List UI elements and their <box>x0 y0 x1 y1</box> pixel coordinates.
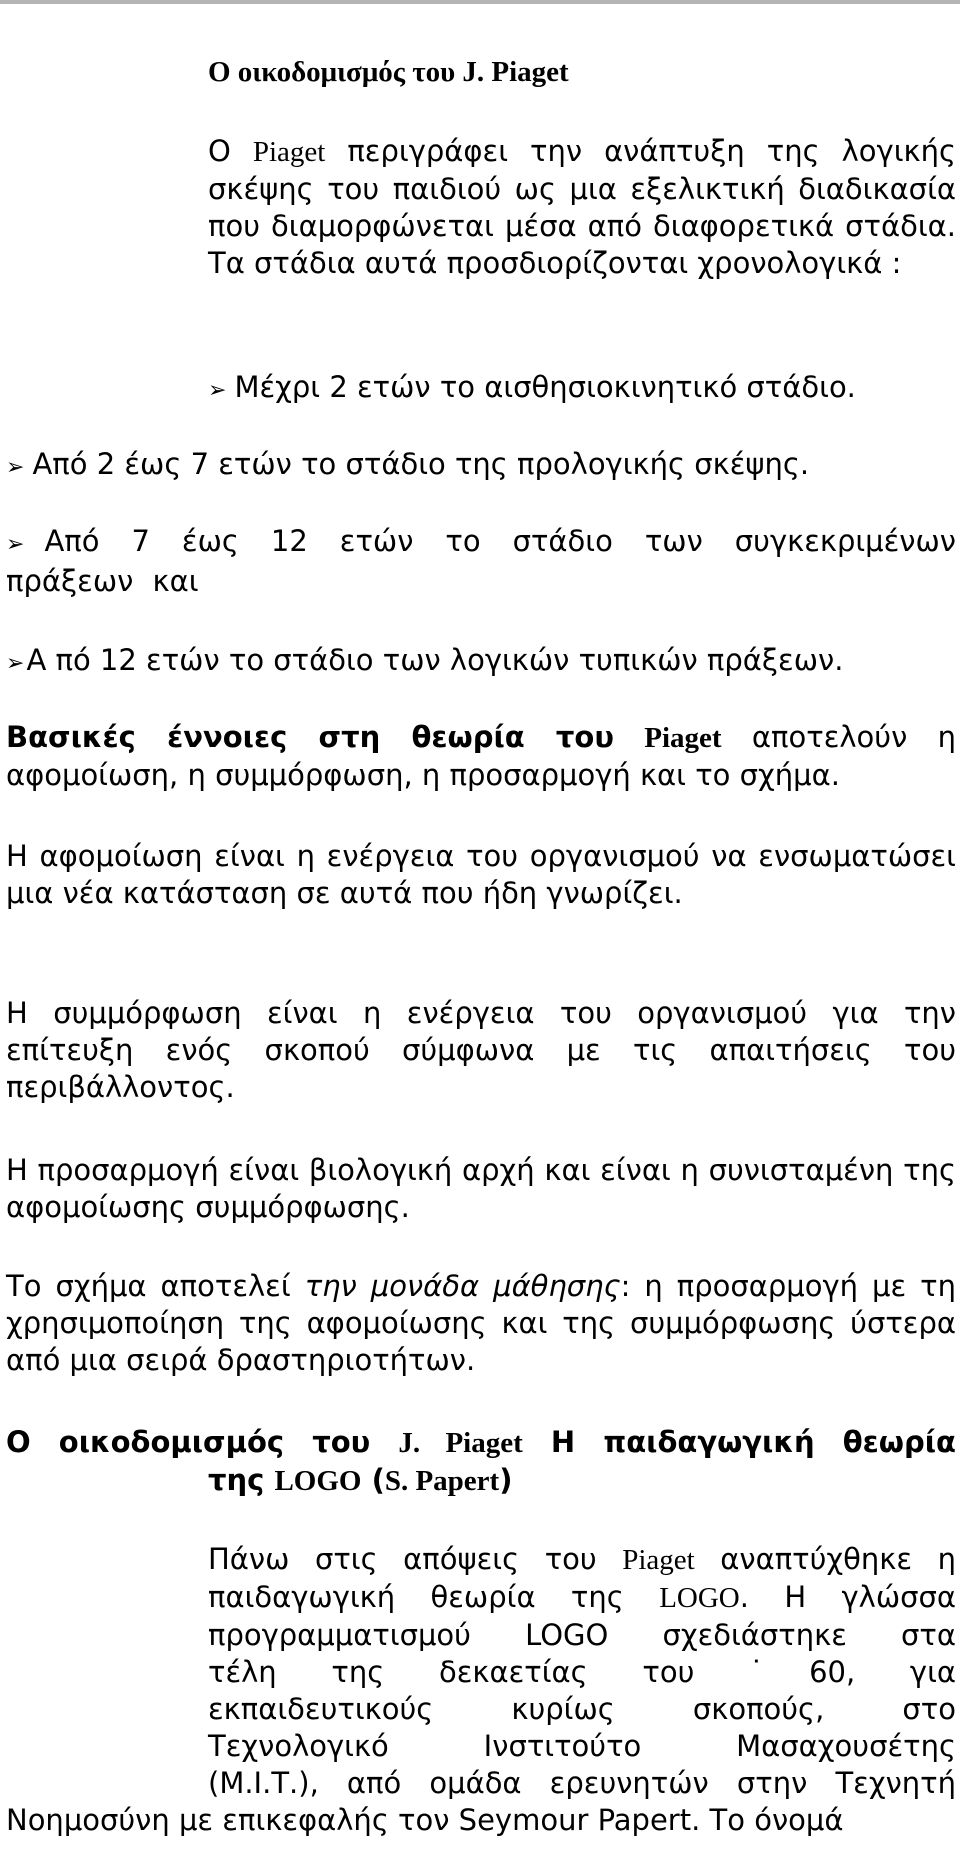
list-item: ➢ Μέχρι 2 ετών το αισθησιοκινητικό στάδιο. <box>208 370 856 404</box>
list-item: ➢ Από 2 έως 7 ετών το στάδιο της προλογικής σκέψης. <box>6 447 810 481</box>
intro-paragraph: Ο Piaget περιγράφει την ανάπτυξη της λογικής σκέψης του παιδιού ως μια εξελικτική διαδικασία που διαμορφώνεται μέσα από διαφορετικά στάδια. Τα στάδια αυτά προσδιορίζονται χρονολογικά : <box>208 134 956 280</box>
logo-section-heading: Ο οικοδομισμός του J. Piaget Η παιδαγωγική θεωρία της LOGO (S. Papert) <box>6 1425 956 1497</box>
schema-paragraph: Το σχήμα αποτελεί την μονάδα μάθησης: η προσαρμογή με τη χρησιμοποίηση της αφομοίωσης και της συμμόρφωσης ύστερα από μια σειρά δραστηριοτήτων. <box>6 1269 957 1377</box>
accommodation-paragraph: Η συμμόρφωση είναι η ενέργεια του οργανισμού για την επίτευξη ενός σκοπού σύμφωνα με τις απαιτήσεις του περιβάλλοντος. <box>6 996 956 1104</box>
arrow-bullet-icon: ➢ <box>6 651 25 676</box>
list-item: ➢ Από 7 έως 12 ετών το στάδιο των συγκεκριμένων πράξεων και <box>6 524 956 598</box>
section-heading: Ο οικοδομισμός του J. Piaget <box>208 56 569 88</box>
arrow-bullet-icon: ➢ <box>6 532 25 557</box>
top-rule <box>0 0 960 4</box>
adaptation-paragraph: Η προσαρμογή είναι βιολογική αρχή και είναι η συνισταμένη της αφομοίωσης συμμόρφωσης. <box>6 1153 956 1224</box>
concepts-paragraph: Βασικές έννοιες στη θεωρία του Piaget αποτελούν η αφομοίωση, η συμμόρφωση, η προσαρμογή και το σχήμα. <box>6 720 956 792</box>
logo-paragraph: Πάνω στις απόψεις του Piaget αναπτύχθηκε η παιδαγωγική θεωρία της LOGO. Η γλώσσα προγραμματισμού LOGO σχεδιάστηκε στα τέλη της δεκαετίας του ˙60, για εκπαιδευτικούς κυρίως σκοπούς, στο Τεχνολογικό Ινστιτούτο Μασαχουσέτης (Μ.Ι.Τ.), από ομάδα ερευνητών στην Τεχνητή Νοημοσύνη με επικεφαλής τον Seymour Papert. Το όνομά <box>6 1542 956 1837</box>
list-item: ➢Α πό 12 ετών το στάδιο των λογικών τυπικών πράξεων. <box>6 643 844 677</box>
assimilation-paragraph: Η αφομοίωση είναι η ενέργεια του οργανισμού να ενσωματώσει μια νέα κατάσταση σε αυτά που ήδη γνωρίζει. <box>6 839 956 910</box>
author-name: Piaget <box>252 136 326 168</box>
arrow-bullet-icon: ➢ <box>208 378 227 403</box>
arrow-bullet-icon: ➢ <box>6 455 25 480</box>
